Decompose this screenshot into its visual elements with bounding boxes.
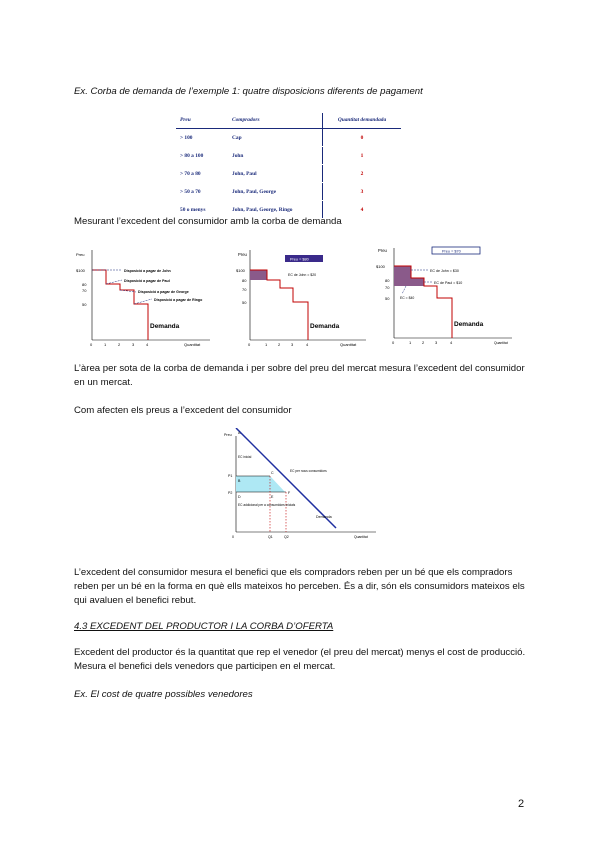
- chart2-curve-label: Demanda: [310, 323, 340, 330]
- heading-prices: Com afecten els preus a l’excedent del consumidor: [74, 405, 292, 416]
- demand-table: [176, 113, 401, 219]
- chart2-annotation: EC de John = $20: [288, 273, 317, 277]
- table-cell: John, Paul, George, Ringo: [228, 201, 323, 219]
- table-cell: 4: [323, 201, 402, 219]
- table-header: Quantitat demandada: [323, 113, 402, 129]
- chart3-ylabel: Preu: [378, 248, 387, 253]
- chart3-tick-x: 3: [435, 340, 438, 345]
- chart3-annotation: EC = $40: [400, 296, 415, 300]
- table-cell: 50 o menys: [176, 201, 228, 219]
- example2-title: Ex. El cost de quatre possibles venedores: [74, 689, 253, 700]
- chart1-ylabel: Preu: [76, 252, 85, 257]
- chart1-tick-y: 70: [82, 288, 87, 293]
- chart2-ylabel: Preu: [238, 252, 247, 257]
- chart1-tick-y: 50: [82, 302, 87, 307]
- paragraph-producer: Excedent del productor és la quantitat que rep el venedor (el preu del mercat) menys el cost de producció. Mesura el benefici dels venedors que participen en el mercat.: [74, 647, 526, 672]
- chart4-ylabel: Preu: [224, 433, 232, 437]
- chart4-curve-label: Demanda: [316, 515, 332, 519]
- example1-title: Ex. Corba de demanda de l’exemple 1: quatre disposicions diferents de pagament: [74, 86, 423, 97]
- chart4-label: Q1: [268, 535, 273, 539]
- chart3-curve-label: Demanda: [454, 321, 484, 328]
- chart1-tick-y: $100: [76, 268, 85, 273]
- chart4-label: E: [271, 495, 274, 499]
- table-row: [176, 165, 401, 183]
- table-cell: 0: [323, 129, 402, 147]
- chart1-annotation: Disposició a pagar de Ringo: [154, 298, 203, 302]
- chart4-initial-surplus: [236, 430, 270, 476]
- table-cell: > 50 a 70: [176, 183, 228, 201]
- chart2-tick-y: 50: [242, 300, 247, 305]
- chart1-annotation: Disposició a pagar de John: [124, 269, 171, 273]
- chart2-tick-x: 2: [278, 342, 281, 347]
- chart3-annotation: EC de John = $30: [430, 269, 459, 273]
- table-cell: 1: [323, 147, 402, 165]
- chart3-xlabel: Quantitat: [494, 341, 508, 345]
- chart4-annotation: EC addicional per a consumidors inicials: [238, 503, 296, 507]
- chart4-label: P2: [228, 491, 233, 495]
- chart1-annotation: Disposició a pagar de George: [138, 290, 189, 294]
- chart4-annotation: EC per nous consumidors: [290, 469, 327, 473]
- chart2-xlabel: Quantitat: [340, 342, 357, 347]
- chart3-annotation: EC de Paul = $10: [434, 281, 463, 285]
- chart1-annotation: Disposició a pagar de Paul: [124, 279, 170, 283]
- table-cell: 3: [323, 183, 402, 201]
- chart1-arrow: [106, 280, 122, 284]
- table-cell: 2: [323, 165, 402, 183]
- chart2-price-box-label: Preu = $80: [290, 257, 309, 262]
- table-cell: Cap: [228, 129, 323, 147]
- chart4-annotation: EC inicial: [238, 455, 252, 459]
- chart3-tick-x: 2: [422, 340, 425, 345]
- chart3-surplus-area-paul: [411, 278, 424, 286]
- chart2-tick-x: 3: [291, 342, 294, 347]
- chart2-tick-y: $100: [236, 268, 245, 273]
- chart4-label: F: [288, 491, 291, 495]
- chart1-tick-x: 1: [104, 342, 107, 347]
- chart2-demand-step: [250, 270, 308, 340]
- chart1-tick-x: 4: [146, 342, 149, 347]
- chart3-tick-y: 50: [385, 296, 390, 301]
- chart4-label: D: [238, 495, 241, 499]
- chart4-label: P1: [228, 474, 233, 478]
- chart4-label: 0: [232, 535, 234, 539]
- chart3-arrow: [402, 286, 406, 294]
- chart4-added-surplus: [236, 476, 285, 492]
- chart4-label: B: [238, 479, 241, 483]
- chart3-tick-x: 4: [450, 340, 453, 345]
- chart3-tick-x: 1: [409, 340, 412, 345]
- chart2-surplus-area: [250, 270, 267, 280]
- table-cell: John: [228, 147, 323, 165]
- chart1-xlabel: Quantitat: [184, 342, 201, 347]
- chart-price-80: [228, 242, 368, 347]
- chart1-tick-x: 2: [118, 342, 121, 347]
- chart1-curve-label: Demanda: [150, 323, 180, 330]
- chart-willingness-to-pay: [70, 242, 220, 347]
- table-cell: > 80 a 100: [176, 147, 228, 165]
- paragraph-surplus: L’excedent del consumidor mesura el benefici que els compradors reben per un bé que els compradors reben per un bé en la forma en què ells mateixos ho perceben. És a dir, són els consumidors mateixos els qui avaluen el benefici rebut.: [74, 567, 525, 606]
- chart4-label: A: [238, 431, 241, 435]
- table-cell: > 100: [176, 129, 228, 147]
- table-cell: John, Paul, George: [228, 183, 323, 201]
- chart3-price-box-label: Preu = $70: [442, 249, 461, 254]
- chart3-surplus-area-john: [394, 266, 411, 286]
- table-cell: John, Paul: [228, 165, 323, 183]
- table-row: [176, 147, 401, 165]
- section-heading: 4.3 EXCEDENT DEL PRODUCTOR I LA CORBA D’OFERTA: [74, 621, 334, 632]
- paragraph-area: L’àrea per sota de la corba de demanda i per sobre del preu del mercat mesura l’excedent del consumidor en un mercat.: [74, 363, 525, 388]
- chart4-label: Q2: [284, 535, 289, 539]
- chart3-tick-x: 0: [392, 340, 395, 345]
- chart2-tick-y: 70: [242, 287, 247, 292]
- chart1-tick-x: 0: [90, 342, 93, 347]
- page-number: 2: [518, 798, 525, 810]
- heading-measure: Mesurant l’excedent del consumidor amb la corba de demanda: [74, 216, 342, 227]
- chart3-tick-y: $100: [376, 264, 385, 269]
- chart3-tick-y: 80: [385, 278, 390, 283]
- table-header: Compradors: [228, 113, 323, 129]
- chart1-tick-x: 3: [132, 342, 135, 347]
- table-row: [176, 129, 401, 147]
- chart3-tick-y: 70: [385, 285, 390, 290]
- chart2-tick-y: 80: [242, 278, 247, 283]
- chart-price-effect: [222, 428, 382, 540]
- chart2-tick-x: 4: [306, 342, 309, 347]
- chart4-label: C: [271, 471, 274, 475]
- chart2-tick-x: 0: [248, 342, 251, 347]
- table-row: [176, 183, 401, 201]
- chart4-xlabel: Quantitat: [354, 535, 368, 539]
- chart-price-70: [372, 240, 522, 347]
- chart2-tick-x: 1: [265, 342, 268, 347]
- chart1-arrow: [134, 299, 152, 304]
- table-cell: > 70 a 80: [176, 165, 228, 183]
- table-header: Preu: [176, 113, 228, 129]
- chart1-tick-y: 80: [82, 282, 87, 287]
